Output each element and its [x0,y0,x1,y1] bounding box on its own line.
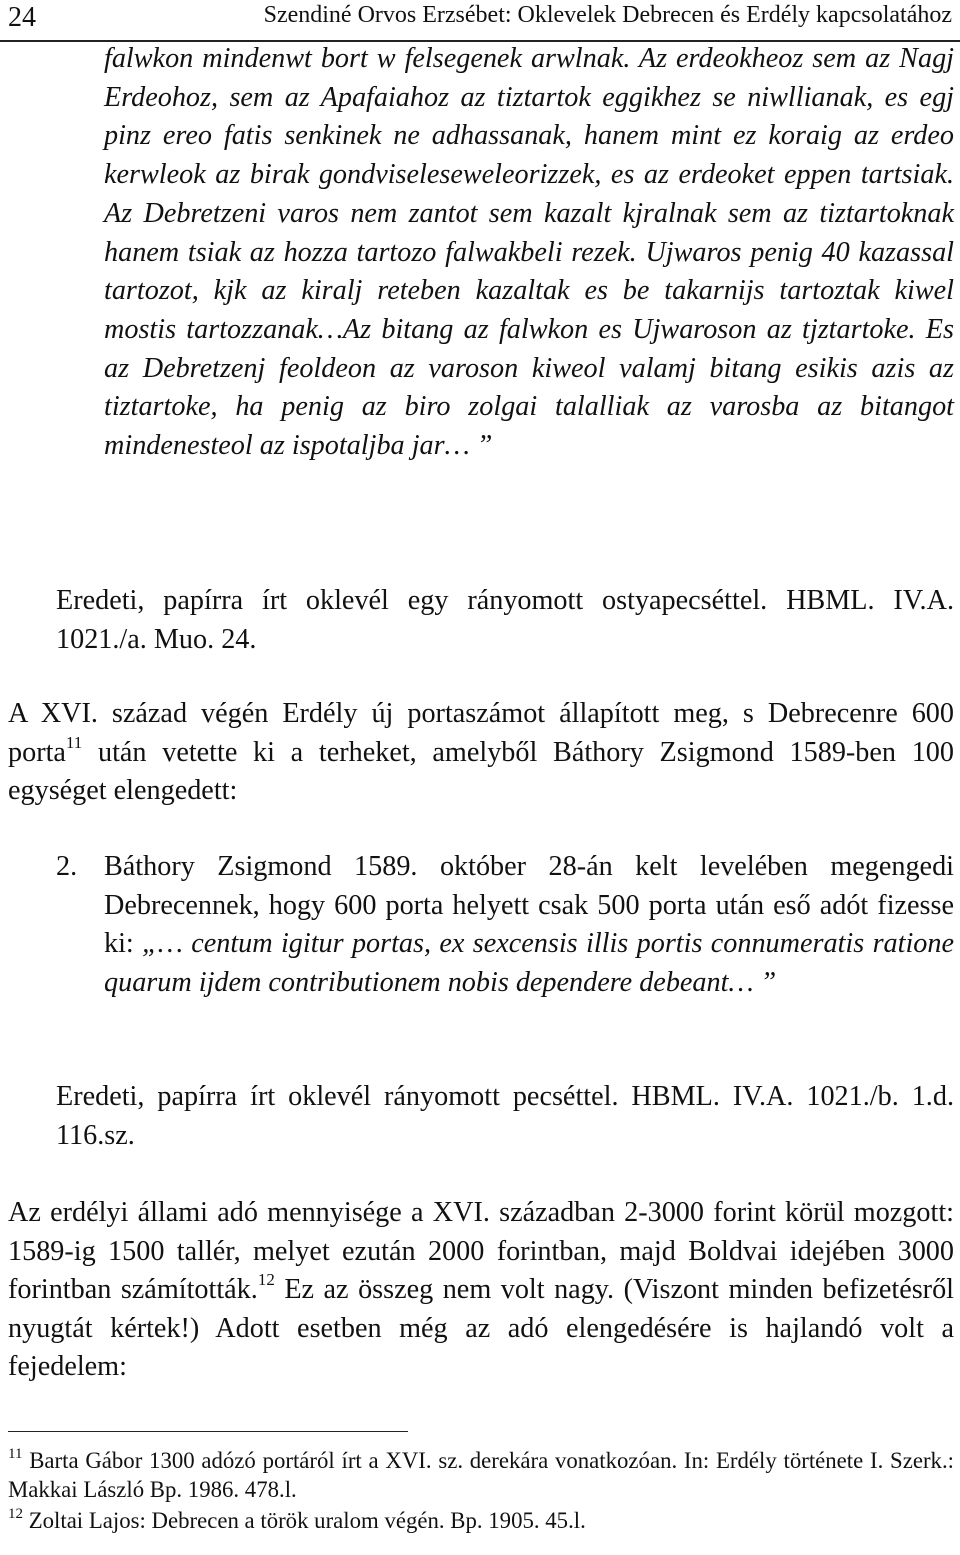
latin-quote: „… centum igitur portas, ex sexcensis illis portis connumeratis ratione quarum ijdem contributionem nobis dependere debeant… ” [104,928,954,998]
footnote-text: Barta Gábor 1300 adózó portáról írt a XVI. sz. derekára vonatkozóan. In: Erdély története I. Szerk.: Makkai László Bp. 1986. 478.l. [8,1448,954,1502]
body-text: Ez az összeg nem volt nagy. (Viszont minden befizetésről nyugtát kértek!) Adott esetben még az adó elengedésére is hajlandó volt a fejedelem: [8,1274,954,1382]
body-paragraph-2 [8,1194,954,1387]
footnote-number: 12 [8,1506,23,1522]
body-text: A XVI. század végén Erdély új portaszámot állapított meg, s Debrecenre 600 porta [8,698,954,768]
body-paragraph-1 [8,695,954,811]
running-title: Szendiné Orvos Erzsébet: Oklevelek Debrecen és Erdély kapcsolatához [263,2,952,28]
source-note-1: Eredeti, papírra írt oklevél egy rányomott ostyapecséttel. HBML. IV.A. 1021./a. Muo. 24. [56,585,954,655]
document-number: 2. [56,851,78,882]
summary-text: Báthory Zsigmond 1589. október 28-án kelt levelében megengedi Debrecennek, hogy 600 porta helyett csak 500 porta után eső adót fizesse ki: [104,851,954,959]
document-summary [104,848,954,1002]
source-note-2: Eredeti, papírra írt oklevél rányomott pecséttel. HBML. IV.A. 1021./b. 1.d. 116.sz. [56,1081,954,1151]
footnote-ref-12[interactable]: 12 [257,1270,275,1289]
footnote-ref-11[interactable]: 11 [65,732,83,752]
body-text: után vetette ki a terheket, amelyből Báthory Zsigmond 1589-ben 100 egységet elengedett: [8,736,954,806]
body-text: Az erdélyi állami adó mennyisége a XVI. században 2-3000 forint körül mozgott: 1589-ig 1500 tallér, melyet ezután 2000 forintban, majd Boldvai idejében 3000 forintban számították. [8,1197,954,1305]
document-entry-2 [56,848,954,1002]
page-number: 24 [8,2,36,33]
footnote-separator [8,1431,408,1432]
footnote-number: 11 [8,1446,23,1462]
quoted-document-text: falwkon mindenwt bort w felsegenek arwlnak. Az erdeokheoz sem az Nagj Erdeohoz, sem az Apafaiahoz az tiztartok eggikhez se niwllianak, es egj pinz ereo fatis senkinek ne adhassanak, hanem mint ez koraig az erdeo kerwleok az birak gondviseleseweleorizzek, es az erdeoket eppen tartsiak. Az Debretzeni varos nem zantot sem kazalt kjralnak sem az tiztartoknak hanem tsiak az hozza tartozo falwakbeli rezek. Ujwaros penig 40 kazassal tartozot, kjk az kiralj reteben kazaltak es be takarnijs tartoztak kiwel mostis tartozzanak…Az bitang az falwkon es Ujwaroson az tjztartoke. Es az Debretzenj feoldeon az varoson kiweol valamj bitang esikis azis az tiztartoke, ha penig az biro zolgai talalliak az varosba az bitangot mindenesteol az ispotaljba jar… ” [104,43,954,462]
footnote-12 [8,1506,954,1535]
page-header [0,0,960,44]
footnote-text: Zoltai Lajos: Debrecen a török uralom végén. Bp. 1905. 45.l. [23,1508,586,1533]
footnote-11 [8,1446,954,1504]
